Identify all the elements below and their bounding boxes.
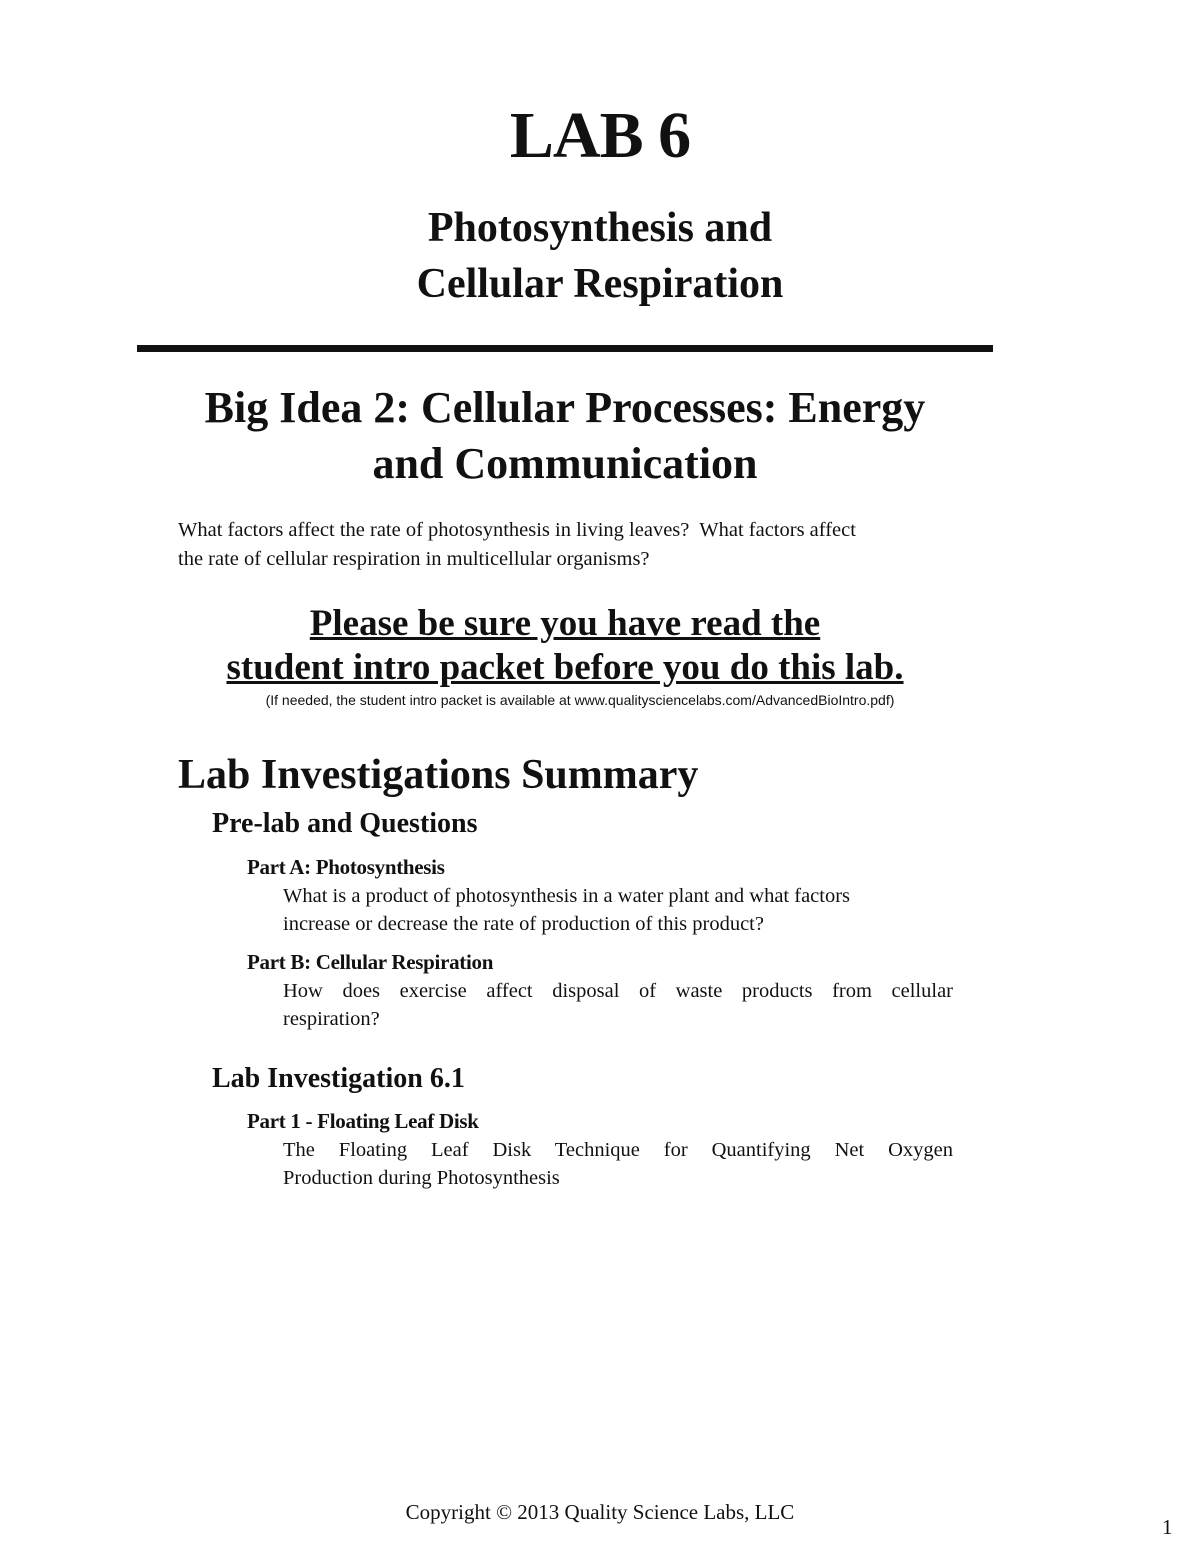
intro-packet-link-note: (If needed, the student intro packet is available at www.qualitysciencelabs.com/AdvancedBioIntro.pdf) xyxy=(265,692,895,708)
part-1-title: Part 1 - Floating Leaf Disk xyxy=(247,1109,479,1133)
part-b-description xyxy=(283,977,953,1033)
guiding-questions xyxy=(178,516,958,574)
intro-packet-notice xyxy=(140,602,990,690)
part-b-desc-line-2: respiration? xyxy=(283,1008,380,1030)
lab-title: LAB 6 xyxy=(509,99,691,172)
footer-copyright: Copyright © 2013 Quality Science Labs, LLC xyxy=(405,1500,795,1524)
questions-line-1: What factors affect the rate of photosynthesis in living leaves? What factors affect xyxy=(178,519,856,541)
part-a-desc-line-2: increase or decrease the rate of production of this product? xyxy=(283,913,764,935)
title-divider xyxy=(137,345,993,352)
investigation-heading: Lab Investigation 6.1 xyxy=(212,1063,465,1094)
part-1-desc-line-1: The Floating Leaf Disk Technique for Quantifying Net Oxygen xyxy=(283,1139,953,1161)
part-a-description xyxy=(283,882,953,938)
subtitle-line-1: Photosynthesis and xyxy=(427,205,773,251)
subtitle-line-2: Cellular Respiration xyxy=(416,261,784,307)
questions-line-2: the rate of cellular respiration in multicellular organisms? xyxy=(178,548,650,570)
part-b-desc-line-1: How does exercise affect disposal of waste products from cellular xyxy=(283,980,953,1002)
lab-subtitle xyxy=(0,200,1200,312)
part-a-desc-line-1: What is a product of photosynthesis in a water plant and what factors xyxy=(283,885,851,907)
big-idea-line-1: Big Idea 2: Cellular Processes: Energy xyxy=(204,383,926,432)
big-idea-heading xyxy=(150,380,980,492)
notice-line-2: student intro packet before you do this lab. xyxy=(226,647,904,688)
part-a-title: Part A: Photosynthesis xyxy=(247,855,445,879)
summary-heading: Lab Investigations Summary xyxy=(178,752,699,798)
part-1-desc-line-2: Production during Photosynthesis xyxy=(283,1167,560,1189)
part-1-description xyxy=(283,1136,953,1192)
part-b-title: Part B: Cellular Respiration xyxy=(247,950,494,974)
prelab-heading: Pre-lab and Questions xyxy=(212,808,478,839)
page-number: 1 xyxy=(1162,1515,1173,1539)
notice-line-1: Please be sure you have read the xyxy=(309,603,821,644)
big-idea-line-2: and Communication xyxy=(372,439,758,488)
